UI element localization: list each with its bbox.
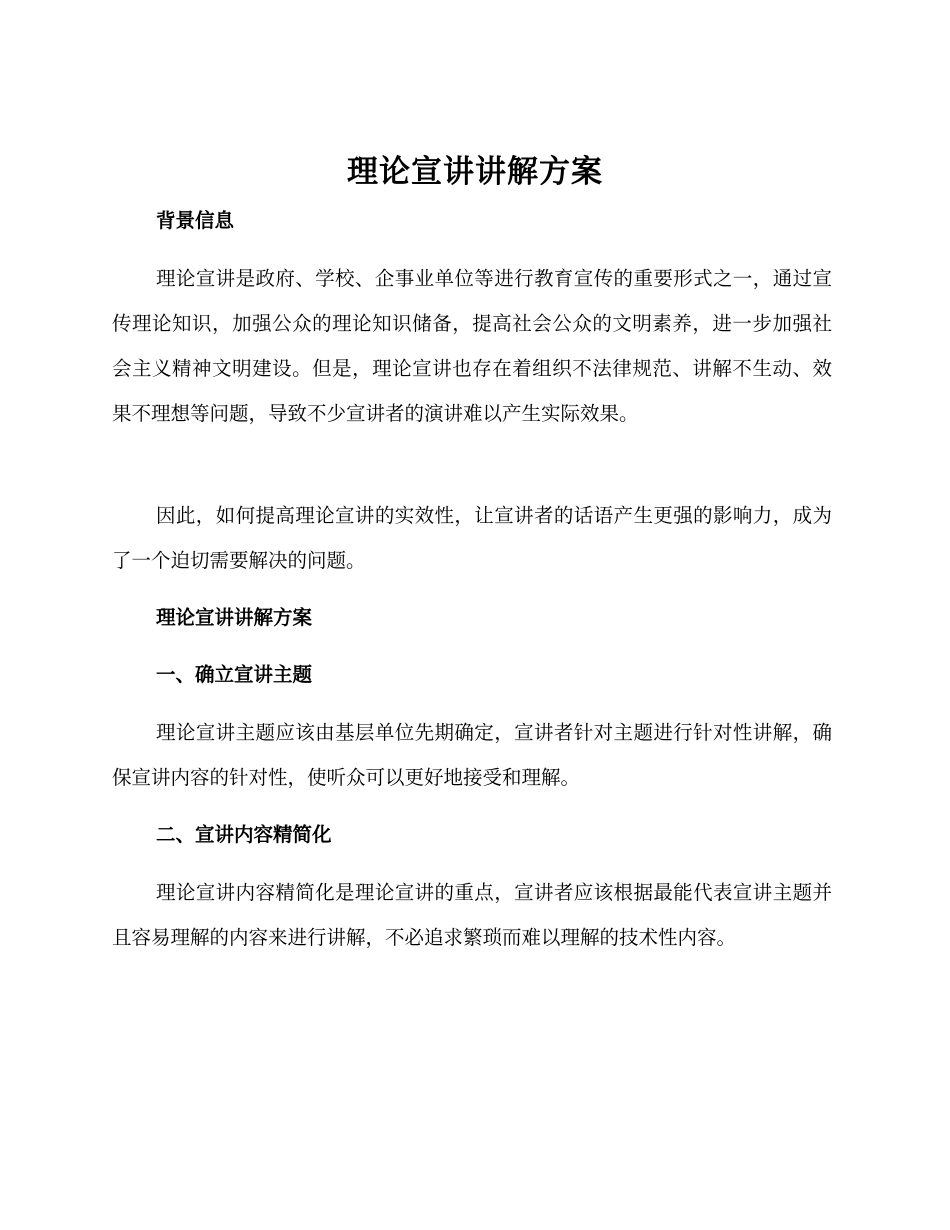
paragraph-background: 理论宣讲是政府、学校、企事业单位等进行教育宣传的重要形式之一，通过宣传理论知识，加强公众的理论知识储备，提高社会公众的文明素养，进一步加强社会主义精神文明建设。但是，理论宣讲也存在着组织不法律规范、讲解不生动、效果不理想等问题，导致不少宣讲者的演讲难以产生实际效果。 bbox=[112, 267, 832, 425]
section-heading-background: 背景信息 bbox=[156, 209, 235, 232]
section-heading-simplify: 二、宣讲内容精简化 bbox=[156, 823, 332, 846]
document-title: 理论宣讲讲解方案 bbox=[347, 154, 603, 190]
section-heading-plan: 理论宣讲讲解方案 bbox=[156, 606, 313, 629]
paragraph-topic: 理论宣讲主题应该由基层单位先期确定，宣讲者针对主题进行针对性讲解，确保宣讲内容的针对性，使听众可以更好地接受和理解。 bbox=[112, 721, 832, 789]
paragraph-therefore: 因此，如何提高理论宣讲的实效性，让宣讲者的话语产生更强的影响力，成为了一个迫切需要解决的问题。 bbox=[112, 504, 832, 572]
section-heading-topic: 一、确立宣讲主题 bbox=[156, 663, 313, 686]
paragraph-simplify: 理论宣讲内容精简化是理论宣讲的重点，宣讲者应该根据最能代表宣讲主题并且容易理解的内容来进行讲解，不必追求繁琐而难以理解的技术性内容。 bbox=[112, 881, 832, 949]
